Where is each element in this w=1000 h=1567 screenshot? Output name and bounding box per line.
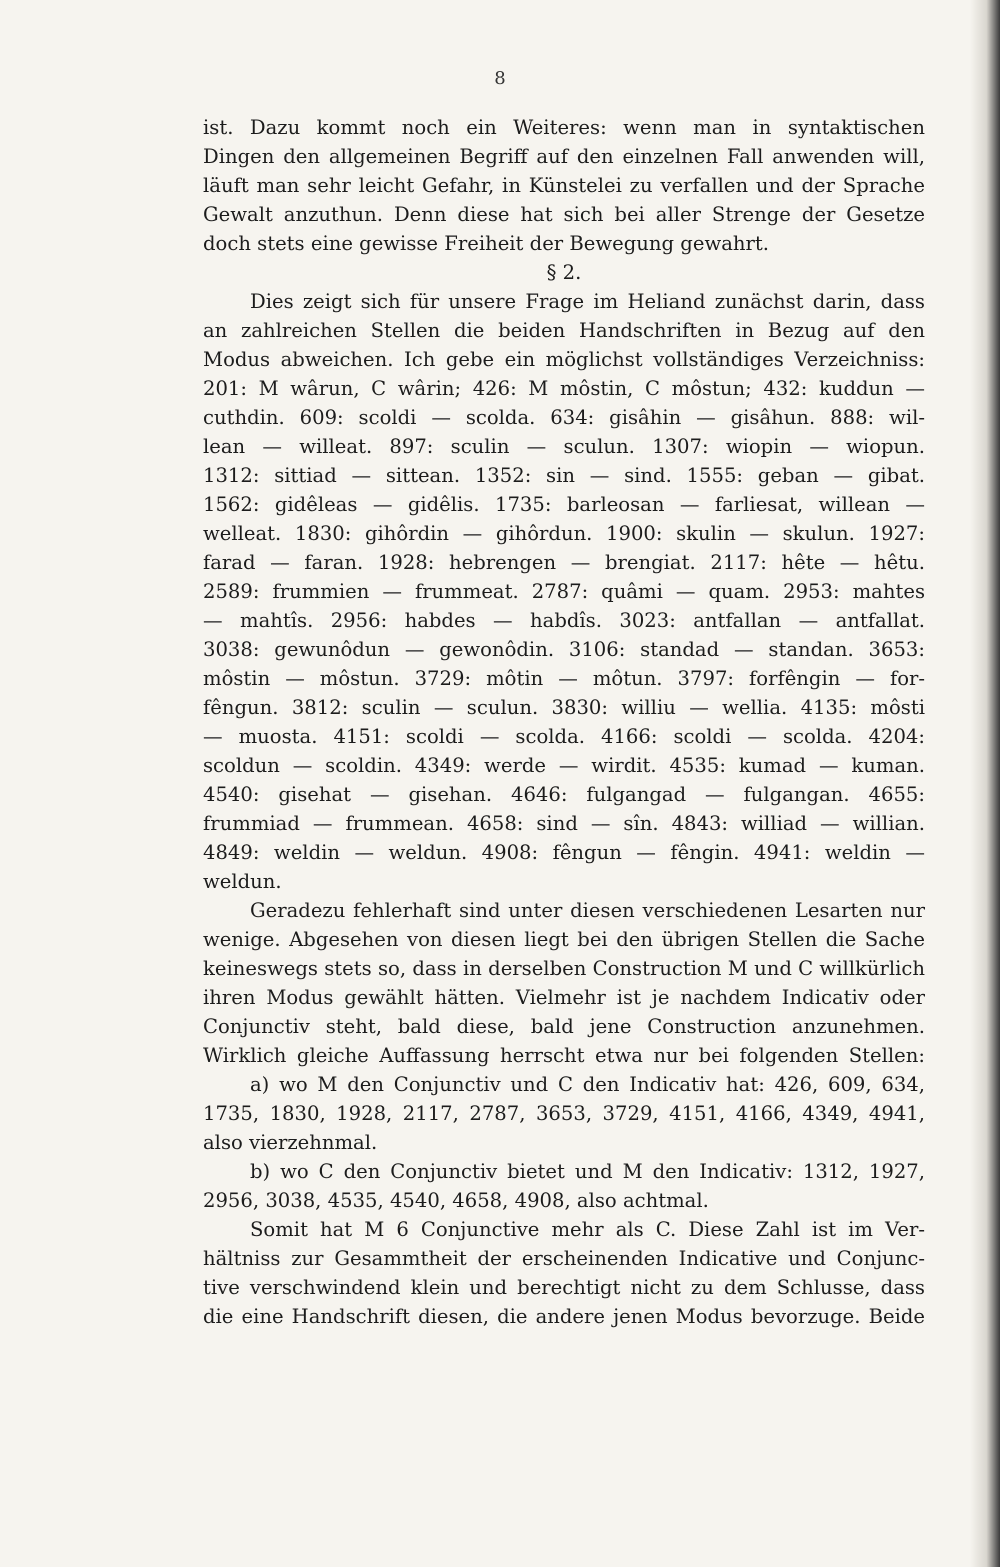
page-edge-shadow xyxy=(970,0,1000,1567)
text-line: frummiad — frummean. 4658: sind — sîn. 4843: williad — willian. xyxy=(203,812,925,835)
text-line: die eine Handschrift diesen, die andere jenen Modus bevorzuge. Beide xyxy=(203,1305,925,1328)
paragraph-intro xyxy=(203,113,925,258)
text-line: môstin — môstun. 3729: môtin — môtun. 3797: forfêngin — for- xyxy=(203,667,925,690)
text-line: 2589: frummien — frummeat. 2787: quâmi — quam. 2953: mahtes xyxy=(203,580,925,603)
text-line: hältniss zur Gesammtheit der erscheinenden Indicative und Conjunc- xyxy=(203,1247,925,1270)
text-line: ist. Dazu kommt noch ein Weiteres: wenn man in syntaktischen xyxy=(203,116,925,139)
text-line: Dies zeigt sich für unsere Frage im Heliand zunächst darin, dass xyxy=(250,290,925,313)
text-line: b) wo C den Conjunctiv bietet und M den Indicativ: 1312, 1927, xyxy=(250,1160,925,1183)
text-line: 1735, 1830, 1928, 2117, 2787, 3653, 3729, 4151, 4166, 4349, 4941, xyxy=(203,1102,925,1125)
text-line: 3038: gewunôdun — gewonôdin. 3106: standad — standan. 3653: xyxy=(203,638,925,661)
text-line: Modus abweichen. Ich gebe ein möglichst vollständiges Verzeichniss: xyxy=(203,348,925,371)
page-number: 8 xyxy=(494,68,506,89)
text-line: welleat. 1830: gihôrdin — gihôrdun. 1900: skulin — skulun. 1927: xyxy=(203,522,925,545)
text-line: wenige. Abgesehen von diesen liegt bei den übrigen Stellen die Sache xyxy=(203,928,925,951)
text-line: 1562: gidêleas — gidêlis. 1735: barleosan — farliesat, willean — xyxy=(203,493,925,516)
text-line: keineswegs stets so, dass in derselben Construction M und C willkürlich xyxy=(203,957,925,980)
text-line: lean — willeat. 897: sculin — sculun. 1307: wiopin — wiopun. xyxy=(203,435,925,458)
text-line: 4849: weldin — weldun. 4908: fêngun — fêngin. 4941: weldin — xyxy=(203,841,925,864)
text-line: 201: M wârun, C wârin; 426: M môstin, C môstun; 432: kuddun — xyxy=(203,377,925,400)
body-text xyxy=(203,113,925,1331)
text-line: fêngun. 3812: sculin — sculun. 3830: williu — wellia. 4135: môsti xyxy=(203,696,925,719)
text-line: scoldun — scoldin. 4349: werde — wirdit. 4535: kumad — kuman. xyxy=(203,754,925,777)
text-line: läuft man sehr leicht Gefahr, in Künstelei zu verfallen und der Sprache xyxy=(203,174,925,197)
text-line: — mahtîs. 2956: habdes — habdîs. 3023: antfallan — antfallat. xyxy=(203,609,925,632)
text-line: Gewalt anzuthun. Denn diese hat sich bei aller Strenge der Gesetze xyxy=(203,203,925,226)
text-line: Somit hat M 6 Conjunctive mehr als C. Diese Zahl ist im Ver- xyxy=(250,1218,925,1241)
text-line: — muosta. 4151: scoldi — scolda. 4166: scoldi — scolda. 4204: xyxy=(203,725,925,748)
text-line: ihren Modus gewählt hätten. Vielmehr ist je nachdem Indicativ oder xyxy=(203,986,925,1009)
text-line: farad — faran. 1928: hebrengen — brengiat. 2117: hête — hêtu. xyxy=(203,551,925,574)
text-line: Dingen den allgemeinen Begriff auf den einzelnen Fall anwenden will, xyxy=(203,145,925,168)
text-line: 4540: gisehat — gisehan. 4646: fulgangad — fulgangan. 4655: xyxy=(203,783,925,806)
text-line: also vierzehnmal. xyxy=(203,1131,378,1154)
text-line: Conjunctiv steht, bald diese, bald jene Construction anzunehmen. xyxy=(203,1015,925,1038)
text-line: doch stets eine gewisse Freiheit der Bewegung gewahrt. xyxy=(203,232,769,255)
text-line: Wirklich gleiche Auffassung herrscht etwa nur bei folgenden Stellen: xyxy=(203,1044,925,1067)
text-line: 2956, 3038, 4535, 4540, 4658, 4908, also achtmal. xyxy=(203,1189,709,1212)
paragraph-main xyxy=(203,287,925,1331)
text-line: a) wo M den Conjunctiv und C den Indicativ hat: 426, 609, 634, xyxy=(250,1073,925,1096)
section-heading: § 2. xyxy=(546,261,582,284)
text-line: tive verschwindend klein und berechtigt nicht zu dem Schlusse, dass xyxy=(203,1276,925,1299)
text-line: Geradezu fehlerhaft sind unter diesen verschiedenen Lesarten nur xyxy=(250,899,925,922)
text-line: weldun. xyxy=(203,870,282,893)
text-line: 1312: sittiad — sittean. 1352: sin — sind. 1555: geban — gibat. xyxy=(203,464,925,487)
text-line: an zahlreichen Stellen die beiden Handschriften in Bezug auf den xyxy=(203,319,925,342)
text-line: cuthdin. 609: scoldi — scolda. 634: gisâhin — gisâhun. 888: wil- xyxy=(203,406,925,429)
